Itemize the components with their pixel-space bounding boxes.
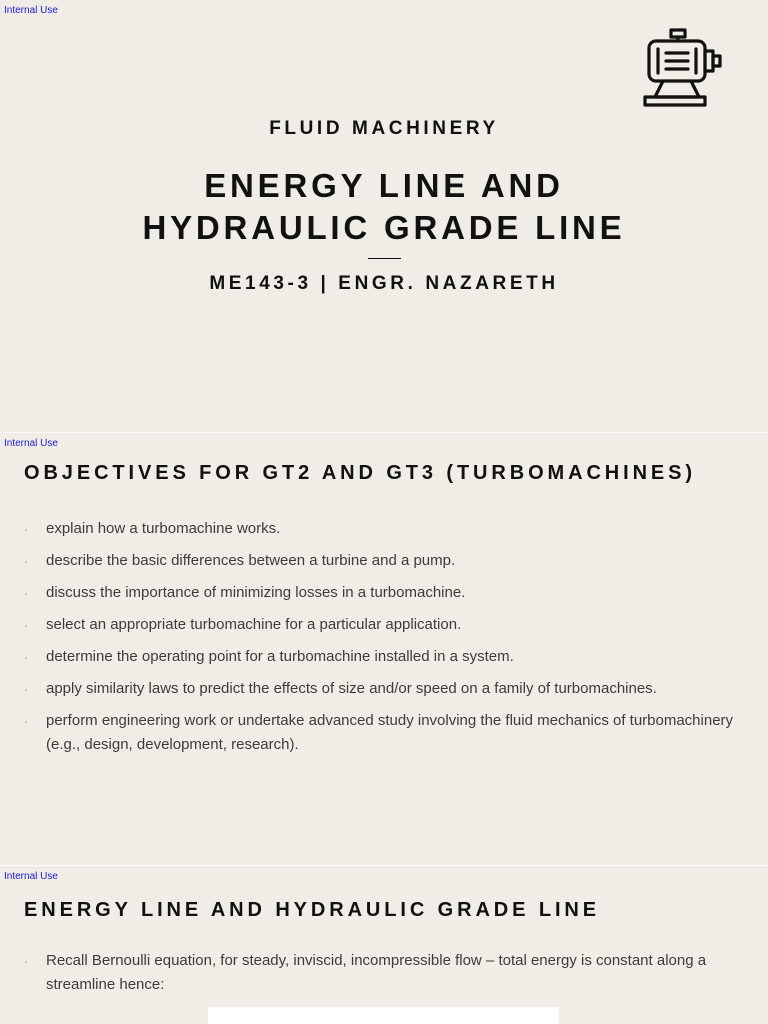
course-subtitle: ME143-3 | ENGR. NAZARETH [209,273,559,294]
motor-pump-icon [641,27,723,109]
title-slide [0,0,768,432]
bullet-marker: · [24,522,28,536]
energy-line-heading: ENERGY LINE AND HYDRAULIC GRADE LINE [24,899,600,921]
list-item: · discuss the importance of minimizing losses in a turbomachine. [24,581,744,605]
list-item: · apply similarity laws to predict the effects of size and/or speed on a family of turbomachines. [24,677,744,701]
list-item: · describe the basic differences between a turbine and a pump. [24,549,744,573]
bullet-marker: · [24,650,28,664]
bullet-marker: · [24,554,28,568]
internal-use-label: Internal Use [4,5,58,16]
course-kicker: FLUID MACHINERY [269,118,499,139]
title-line-1: ENERGY LINE AND [204,167,564,204]
energy-line-slide [0,866,768,1024]
energy-line-list [24,949,744,1005]
bullet-marker: · [24,618,28,632]
bullet-marker: · [24,714,28,728]
list-item: · perform engineering work or undertake advanced study involving the fluid mechanics of turbomachinery (e.g., design, development, research). [24,709,744,757]
bullet-marker: · [24,682,28,696]
title-line-2: HYDRAULIC GRADE LINE [142,209,626,246]
equation-image [208,1007,559,1024]
list-item: · select an appropriate turbomachine for a particular application. [24,613,744,637]
bullet-marker: · [24,954,28,968]
internal-use-label: Internal Use [4,871,58,882]
internal-use-label: Internal Use [4,438,58,449]
list-item: · Recall Bernoulli equation, for steady, inviscid, incompressible flow – total energy is constant along a streamline hence: [24,949,744,997]
objectives-slide [0,433,768,865]
objectives-list [24,517,744,765]
bullet-marker: · [24,586,28,600]
list-item: · determine the operating point for a turbomachine installed in a system. [24,645,744,669]
list-item: · explain how a turbomachine works. [24,517,744,541]
slide-title [0,165,768,249]
title-divider [368,258,401,259]
objectives-heading: OBJECTIVES FOR GT2 AND GT3 (TURBOMACHINES) [24,462,696,484]
